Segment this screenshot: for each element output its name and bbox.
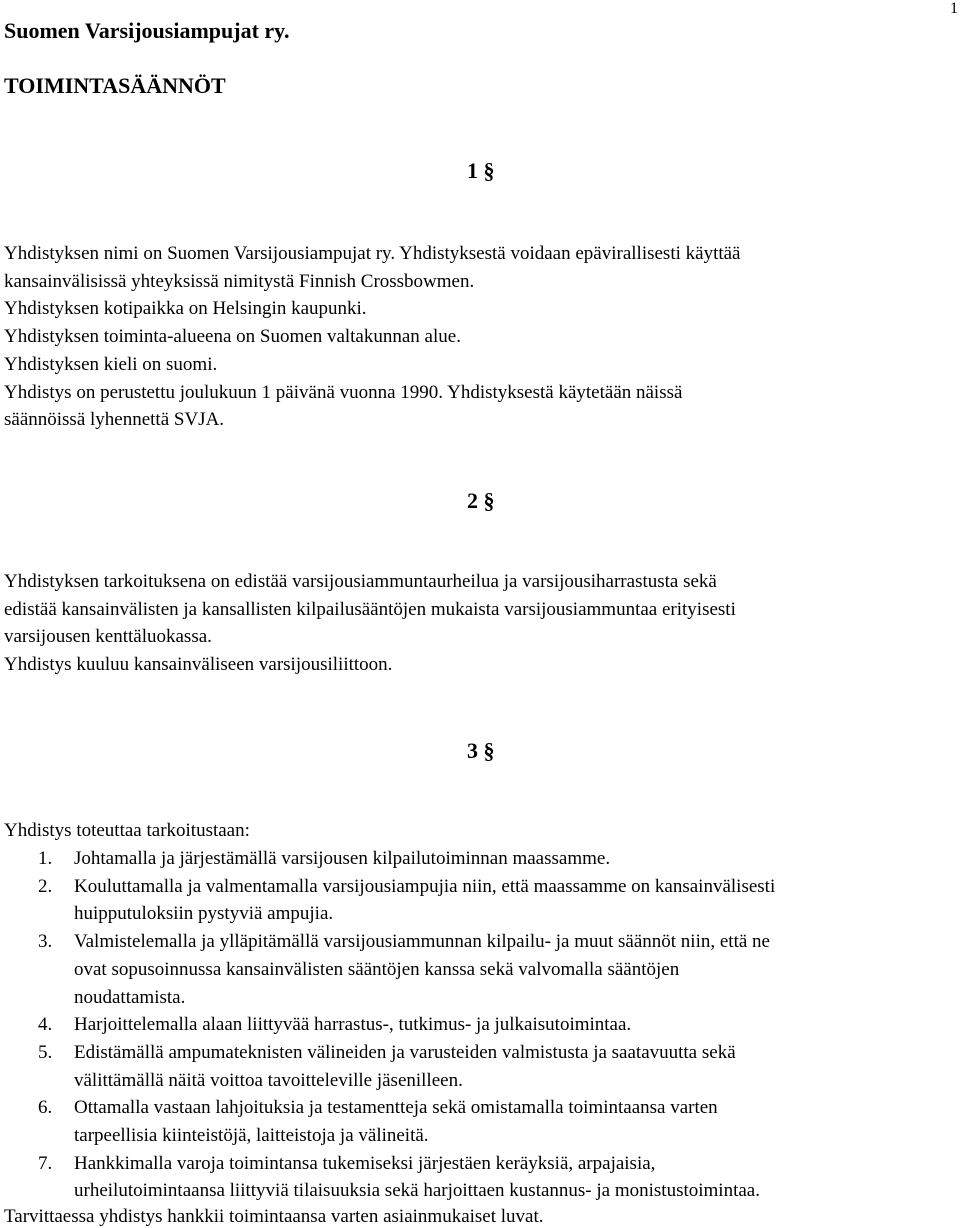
section-2-line: Yhdistys kuuluu kansainväliseen varsijousiliittoon.	[4, 654, 393, 676]
list-item	[38, 1150, 958, 1205]
list-item	[38, 1011, 958, 1039]
document-title: TOIMINTASÄÄNNÖT	[4, 73, 226, 98]
section-1-body	[4, 240, 958, 434]
list-item-line: noudattamista.	[74, 986, 186, 1008]
section-1-line: säännöissä lyhennettä SVJA.	[4, 409, 225, 431]
section-1-line: kansainvälisissä yhteyksissä nimitystä Finnish Crossbowmen.	[4, 270, 475, 292]
list-item	[38, 1094, 958, 1149]
organization-name: Suomen Varsijousiampujat ry.	[4, 18, 290, 43]
list-item-line: Edistämällä ampumateknisten välineiden ja varusteiden valmistusta ja saatavuutta sekä	[74, 1041, 736, 1063]
section-1-line: Yhdistyksen kotipaikka on Helsingin kaupunki.	[4, 298, 367, 320]
section-1-line: Yhdistyksen toiminta-alueena on Suomen valtakunnan alue.	[4, 326, 461, 348]
list-item-number: 5.	[38, 1041, 53, 1063]
section-1-heading: 1 §	[467, 158, 495, 183]
section-1-line: Yhdistys on perustettu joulukuun 1 päivänä vuonna 1990. Yhdistyksestä käytetään näissä	[4, 381, 683, 403]
list-item	[38, 873, 958, 928]
section-3-intro	[4, 817, 958, 845]
list-item-number: 4.	[38, 1014, 53, 1036]
list-item-line: Johtamalla ja järjestämällä varsijousen kilpailutoiminnan maassamme.	[74, 848, 611, 869]
list-item-line: Valmistelemalla ja ylläpitämällä varsijousiammunnan kilpailu- ja muut säännöt niin, että ne	[74, 931, 770, 953]
section-2-line: edistää kansainvälisten ja kansallisten kilpailusääntöjen mukaista varsijousiammuntaa erityisesti	[4, 598, 736, 620]
list-item-line: ovat sopusoinnussa kansainvälisten sääntöjen kanssa sekä valvomalla sääntöjen	[74, 958, 680, 980]
list-item-line: välittämällä näitä voittoa tavoitteleville jäsenilleen.	[74, 1069, 463, 1091]
section-3-list	[38, 845, 958, 1205]
list-item-line: urheilutoimintaansa liittyviä tilaisuuksia sekä harjoittaen kustannus- ja monistustoimintaa.	[74, 1180, 760, 1202]
section-2-heading: 2 §	[467, 488, 495, 513]
section-3-intro-text: Yhdistys toteuttaa tarkoitustaan:	[4, 820, 250, 841]
list-item-number: 2.	[38, 875, 53, 897]
list-item	[38, 1039, 958, 1094]
list-item-line: Harjoittelemalla alaan liittyvää harrastus-, tutkimus- ja julkaisutoimintaa.	[74, 1014, 632, 1036]
section-1-line: Yhdistyksen nimi on Suomen Varsijousiampujat ry. Yhdistyksestä voidaan epävirallisesti käyttää	[4, 243, 741, 264]
page-number: 1	[950, 0, 958, 17]
section-1-line: Yhdistyksen kieli on suomi.	[4, 353, 218, 375]
list-item-number: 6.	[38, 1097, 53, 1119]
list-item-line: Kouluttamalla ja valmentamalla varsijousiampujia niin, että maassamme on kansainvälisesti	[74, 875, 776, 897]
section-2-body	[4, 568, 958, 679]
list-item-line: tarpeellisia kiinteistöjä, laitteistoja ja välineitä.	[74, 1125, 429, 1147]
list-item-number: 1.	[38, 848, 53, 869]
list-item-number: 7.	[38, 1152, 53, 1174]
list-item-number: 3.	[38, 931, 53, 953]
section-3-heading: 3 §	[467, 738, 495, 763]
list-item-line: Ottamalla vastaan lahjoituksia ja testamentteja sekä omistamalla toimintaansa varten	[74, 1097, 718, 1119]
list-item	[38, 845, 958, 873]
section-3-closing: Tarvittaessa yhdistys hankkii toimintaansa varten asiainmukaiset luvat.	[4, 1206, 544, 1227]
list-item	[38, 928, 958, 1011]
section-2-line: varsijousen kenttäluokassa.	[4, 626, 212, 648]
list-item-line: Hankkimalla varoja toimintansa tukemiseksi järjestäen keräyksiä, arpajaisia,	[74, 1152, 656, 1174]
list-item-line: huipputuloksiin pystyviä ampujia.	[74, 903, 334, 925]
section-2-line: Yhdistyksen tarkoituksena on edistää varsijousiammuntaurheilua ja varsijousiharrastusta sekä	[4, 571, 717, 592]
